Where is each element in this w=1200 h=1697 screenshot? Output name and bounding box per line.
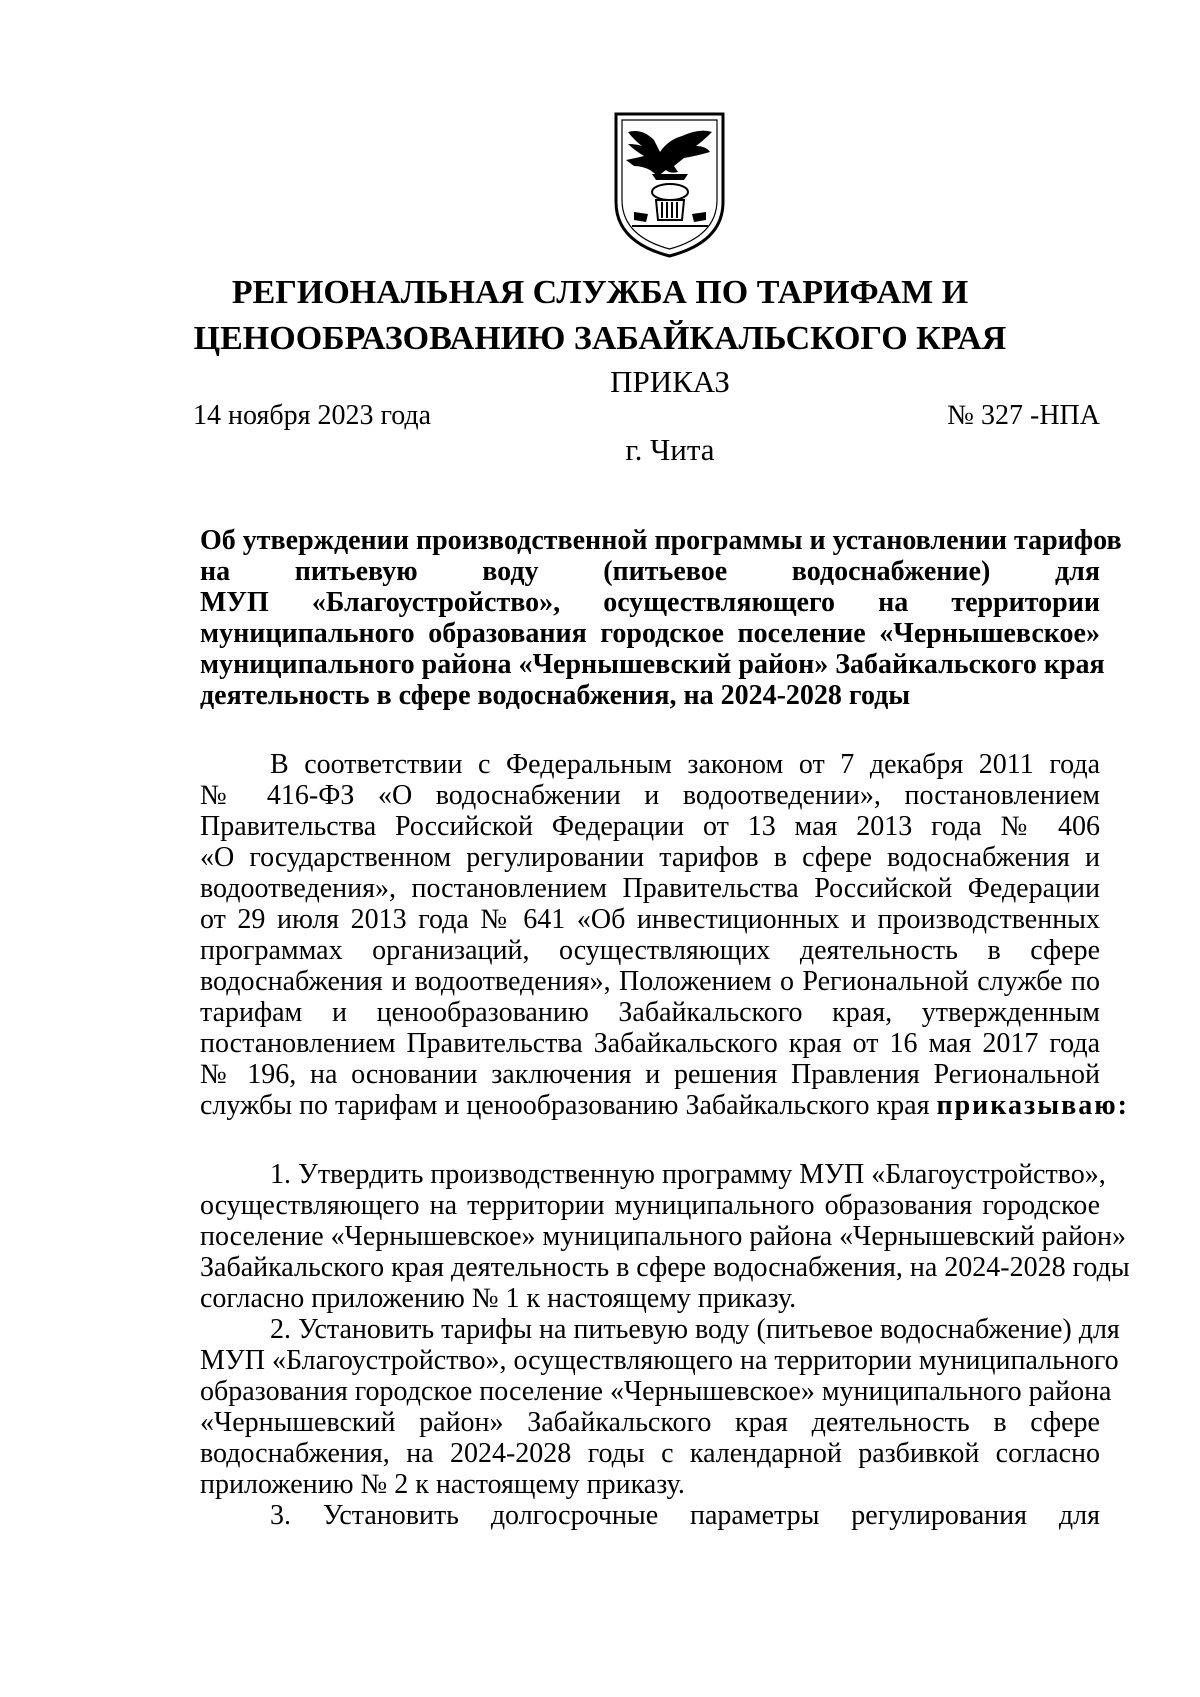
- preamble-line: тарифам и ценообразованию Забайкальского края, утвержденным: [200, 997, 1100, 1028]
- preamble-line: программах организаций, осуществляющих деятельность в сфере: [200, 935, 1100, 966]
- document-type: ПРИКАЗ: [610, 364, 730, 399]
- item-1-line: 1. Утвердить производственную программу МУП «Благоустройство»,: [270, 1159, 1106, 1190]
- preamble-line: водоотведения», постановлением Правительства Российской Федерации: [200, 873, 1100, 904]
- item-3-line: 3. Установить долгосрочные параметры регулирования для: [270, 1500, 1100, 1531]
- coat-of-arms-emblem: [612, 110, 727, 258]
- item-2-line: МУП «Благоустройство», осуществляющего на территории муниципального: [200, 1345, 1119, 1376]
- organization-title-line-2: ЦЕНООБРАЗОВАНИЮ ЗАБАЙКАЛЬСКОГО КРАЯ: [193, 320, 1007, 357]
- title-line: деятельность в сфере водоснабжения, на 2024-2028 годы: [200, 680, 911, 711]
- preamble-line: № 416-ФЗ «О водоснабжении и водоотведении», постановлением: [200, 780, 1100, 811]
- organization-title: [180, 270, 1020, 362]
- title-line: муниципального образования городское поселение «Чернышевское»: [200, 618, 1100, 649]
- item-2-line: образования городское поселение «Чернышевское» муниципального района: [200, 1376, 1112, 1407]
- title-line: на питьевую воду (питьевое водоснабжение) для: [200, 556, 1100, 587]
- item-1-line: Забайкальского края деятельность в сфере водоснабжения, на 2024-2028 годы: [200, 1252, 1130, 1283]
- document-number: № 327 -НПА: [947, 400, 1100, 431]
- title-line: МУП «Благоустройство», осуществляющего на территории: [200, 587, 1100, 618]
- title-line: Об утверждении производственной программы и установлении тарифов: [200, 525, 1122, 556]
- document-city: г. Чита: [625, 432, 715, 467]
- order-keyword: приказываю:: [936, 1090, 1129, 1121]
- title-line: муниципального района «Чернышевский район» Забайкальского края: [200, 649, 1105, 680]
- preamble-line: от 29 июля 2013 года № 641 «Об инвестиционных и производственных: [200, 904, 1100, 935]
- item-1-line: поселение «Чернышевское» муниципального района «Чернышевский район»: [200, 1221, 1127, 1252]
- preamble-line: Правительства Российской Федерации от 13 мая 2013 года № 406: [200, 811, 1100, 842]
- preamble-line: В соответствии с Федеральным законом от 7 декабря 2011 года: [270, 749, 1100, 780]
- organization-title-line-1: РЕГИОНАЛЬНАЯ СЛУЖБА ПО ТАРИФАМ И: [231, 274, 969, 311]
- preamble-line: «О государственном регулировании тарифов в сфере водоснабжения и: [200, 842, 1100, 873]
- document-date: 14 ноября 2023 года: [193, 400, 432, 431]
- item-2-line: приложению № 2 к настоящему приказу.: [200, 1469, 685, 1500]
- item-2-line: водоснабжения, на 2024-2028 годы с календарной разбивкой согласно: [200, 1438, 1100, 1469]
- preamble-line: № 196, на основании заключения и решения Правления Региональной: [200, 1059, 1100, 1090]
- preamble-last-text: службы по тарифам и ценообразованию Забайкальского края: [200, 1090, 930, 1121]
- item-1-line: согласно приложению № 1 к настоящему приказу.: [200, 1283, 797, 1314]
- preamble-last-line: [200, 1090, 1129, 1121]
- preamble-line: водоснабжения и водоотведения», Положением о Региональной службе по: [200, 966, 1100, 997]
- coat-of-arms-icon: [612, 110, 727, 258]
- preamble-line: постановлением Правительства Забайкальского края от 16 мая 2017 года: [200, 1028, 1100, 1059]
- item-2-line: 2. Установить тарифы на питьевую воду (питьевое водоснабжение) для: [270, 1314, 1120, 1345]
- item-2-line: «Чернышевский район» Забайкальского края деятельность в сфере: [200, 1407, 1100, 1438]
- item-1-line: осуществляющего на территории муниципального образования городское: [200, 1190, 1100, 1221]
